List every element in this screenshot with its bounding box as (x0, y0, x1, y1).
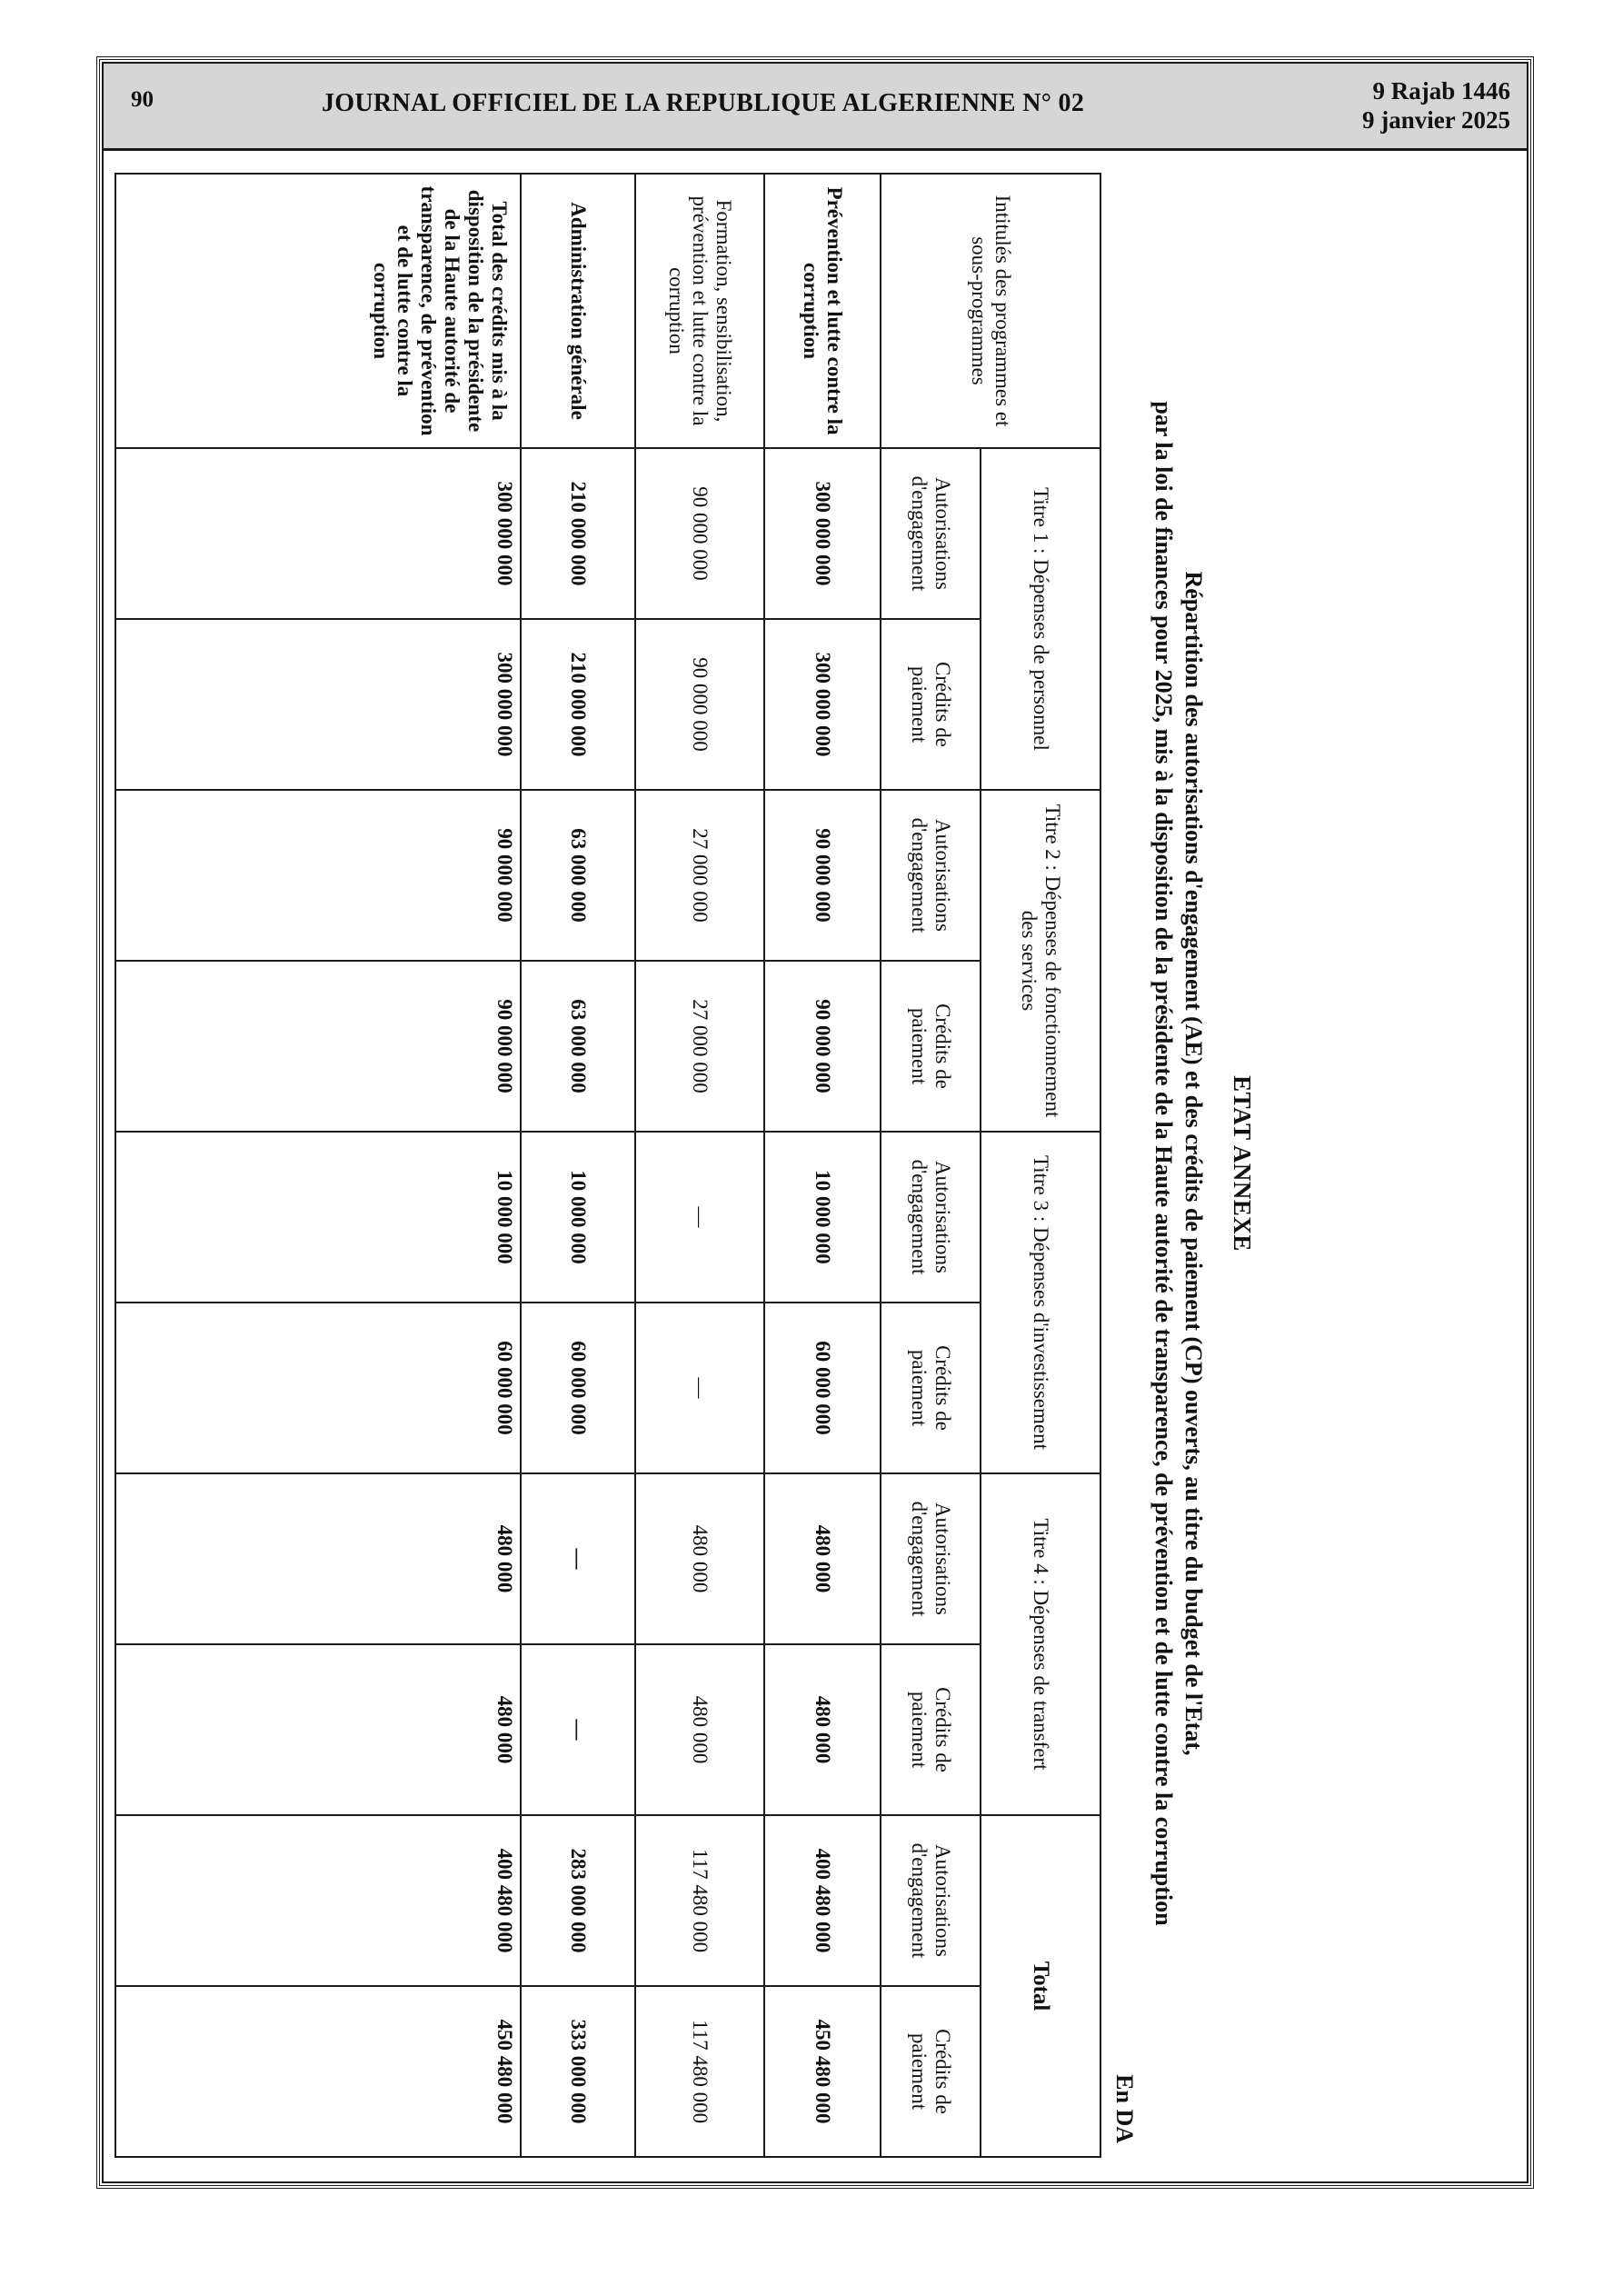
cell-value: 90 000 000 (635, 448, 764, 619)
cell-value: 480 000 (635, 1473, 764, 1644)
cell-value: 400 480 000 (115, 1815, 521, 1986)
ae-header: Autorisations d'engagement (881, 1132, 981, 1303)
cell-value: 10 000 000 (115, 1132, 521, 1303)
cell-value: — (521, 1644, 635, 1815)
journal-title: JOURNAL OFFICIEL DE LA REPUBLIQUE ALGERIENNE N° 02 (322, 89, 1085, 117)
cell-value: — (635, 1132, 764, 1303)
title-1-header: Titre 1 : Dépenses de personnel (981, 448, 1100, 790)
cell-value: 10 000 000 (764, 1132, 881, 1303)
budget-table (115, 173, 1101, 2158)
cell-value: 27 000 000 (635, 961, 764, 1132)
date-hijri: 9 Rajab 1446 (1372, 77, 1510, 105)
title-3-header: Titre 3 : Dépenses d'investissement (981, 1132, 1100, 1473)
ae-header: Autorisations d'engagement (881, 790, 981, 961)
cell-value: 480 000 (764, 1473, 881, 1644)
cell-value: 450 480 000 (764, 1986, 881, 2157)
cell-value: 300 000 000 (764, 619, 881, 790)
cell-value: 210 000 000 (521, 619, 635, 790)
rotated-annex-content (156, 173, 1274, 2154)
cell-value: 90 000 000 (635, 619, 764, 790)
page-number: 90 (131, 87, 154, 112)
table-row (764, 174, 881, 2157)
cell-value: 90 000 000 (115, 961, 521, 1132)
ae-header: Autorisations d'engagement (881, 448, 981, 619)
cell-value: 10 000 000 (521, 1132, 635, 1303)
cell-value: 117 480 000 (635, 1986, 764, 2157)
annex-subtitle-line-1: Répartition des autorisations d'engagement (AE) et des crédits de paiement (CP) ouverts, au titre du budget de l'Etat, (1180, 571, 1207, 1756)
cell-value: 90 000 000 (764, 961, 881, 1132)
table-header-row-titles (981, 174, 1100, 2157)
table-row (635, 174, 764, 2157)
row-label: Total des crédits mis à la disposition de la présidente de la Haute autorité de transparence, de prévention et de lutte contre la corruption (115, 174, 521, 448)
cp-header: Crédits de paiement (881, 1644, 981, 1815)
table-header-row-sub (881, 174, 981, 2157)
cell-value: — (635, 1303, 764, 1473)
table-row-total (115, 174, 521, 2157)
cell-value: 117 480 000 (635, 1815, 764, 1986)
cell-value: 480 000 (635, 1644, 764, 1815)
annex-subtitle-line-2: par la loi de finances pour 2025, mis à la disposition de la présidente de la Haute autorité de transparence, de prévention et de lutte contre la corruption (1150, 401, 1177, 1926)
cell-value: 300 000 000 (115, 448, 521, 619)
cell-value: 480 000 (115, 1473, 521, 1644)
ae-header: Autorisations d'engagement (881, 1815, 981, 1986)
journal-header (104, 64, 1527, 151)
total-header: Total (981, 1815, 1100, 2157)
cell-value: 90 000 000 (115, 790, 521, 961)
cell-value: 60 000 000 (521, 1303, 635, 1473)
cell-value: 27 000 000 (635, 790, 764, 961)
cell-value: 480 000 (115, 1644, 521, 1815)
annex-title: ETAT ANNEXE (1229, 1075, 1256, 1252)
cell-value: 333 000 000 (521, 1986, 635, 2157)
program-header: Intitulés des programmes et sous-programmes (881, 174, 1100, 448)
cell-value: 210 000 000 (521, 448, 635, 619)
row-label: Administration générale (521, 174, 635, 448)
cell-value: 300 000 000 (115, 619, 521, 790)
row-label: Prévention et lutte contre la corruption (764, 174, 881, 448)
currency-unit: En DA (1111, 2074, 1138, 2143)
cp-header: Crédits de paiement (881, 619, 981, 790)
row-label: Formation, sensibilisation, prévention et lutte contre la corruption (635, 174, 764, 448)
cp-header: Crédits de paiement (881, 961, 981, 1132)
cell-value: 63 000 000 (521, 961, 635, 1132)
cell-value: 60 000 000 (764, 1303, 881, 1473)
cell-value: 90 000 000 (764, 790, 881, 961)
title-4-header: Titre 4 : Dépenses de transfert (981, 1473, 1100, 1815)
cell-value: 63 000 000 (521, 790, 635, 961)
cell-value: 480 000 (764, 1644, 881, 1815)
annex-subtitle (1149, 173, 1209, 2154)
cell-value: 283 000 000 (521, 1815, 635, 1986)
title-2-header: Titre 2 : Dépenses de fonctionnement des services (981, 790, 1100, 1132)
date-gregorian: 9 janvier 2025 (1362, 106, 1510, 134)
cell-value: 300 000 000 (764, 448, 881, 619)
cp-header: Crédits de paiement (881, 1303, 981, 1473)
table-row (521, 174, 635, 2157)
cell-value: 450 480 000 (115, 1986, 521, 2157)
cell-value: — (521, 1473, 635, 1644)
cell-value: 400 480 000 (764, 1815, 881, 1986)
cell-value: 60 000 000 (115, 1303, 521, 1473)
cp-header: Crédits de paiement (881, 1986, 981, 2157)
date-block (1362, 76, 1510, 135)
ae-header: Autorisations d'engagement (881, 1473, 981, 1644)
